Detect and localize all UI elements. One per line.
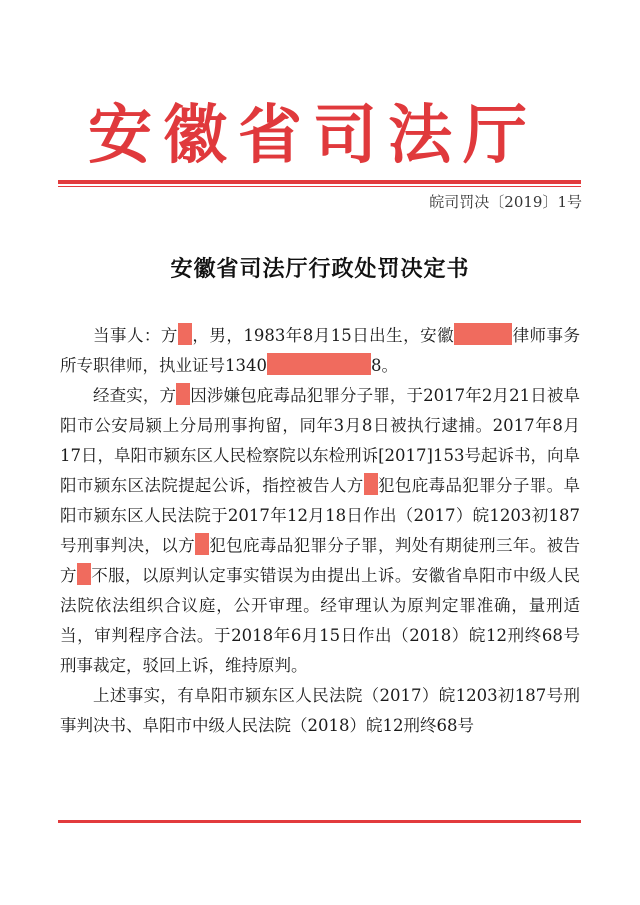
text-segment: 犯包庇毒品犯罪分子罪。阜阳市颍东区人民法院于2017年12月18日作出（2017）皖1203初187号刑事判决，以方 <box>60 476 581 555</box>
paragraph-facts <box>60 381 580 681</box>
header-rule-thick <box>58 180 581 184</box>
text-segment: 犯包庇毒品犯罪分子罪，判处有期徒刑三年。被告方 <box>60 536 581 585</box>
header-rule-thin <box>58 186 581 187</box>
redaction-block <box>267 353 371 375</box>
redaction-block <box>178 323 192 345</box>
redaction-block <box>176 383 190 405</box>
document-number: 皖司罚决〔2019〕1号 <box>429 193 582 211</box>
paragraph-evidence: 上述事实，有阜阳市颍东区人民法院（2017）皖1203初187号刑事判决书、阜阳市中级人民法院（2018）皖12刑终68号 <box>60 686 580 735</box>
text-segment: 因涉嫌包庇毒品犯罪分子罪，于2017年2月21日被阜阳市公安局颍上分局刑事拘留，同年3月8日被执行逮捕。2017年8月17日，阜阳市颍东区人民检察院以东检刑诉[2017]153号起诉书，向阜阳市颍东区法院提起公诉，指控被告人方 <box>60 386 580 495</box>
text-segment: 当事人：方 <box>93 326 178 345</box>
text-segment: 不服，以原判认定事实错误为由提出上诉。安徽省阜阳市中级人民法院依法组织合议庭，公开审理。经审理认为原判定罪准确，量刑适当，审判程序合法。于2018年6月15日作出（2018）皖12刑终68号刑事裁定，驳回上诉，维持原判。 <box>60 566 581 675</box>
footer-rule <box>58 820 581 823</box>
text-segment: 8。 <box>371 356 398 375</box>
redaction-block <box>77 563 91 585</box>
text-segment: ，男，1983年8月15日出生，安徽 <box>191 326 455 345</box>
document-title: 安徽省司法厅行政处罚决定书 <box>170 257 470 282</box>
document-body <box>60 321 580 741</box>
paragraph-party <box>60 321 580 381</box>
letterhead-title: 安徽省司法厅 <box>88 98 538 173</box>
redaction-block <box>195 533 209 555</box>
text-segment: 律师事务所专职律师，执业证号1340 <box>60 326 581 375</box>
text-segment: 经查实，方 <box>93 386 177 405</box>
redaction-block <box>364 473 378 495</box>
redaction-block <box>454 323 512 345</box>
